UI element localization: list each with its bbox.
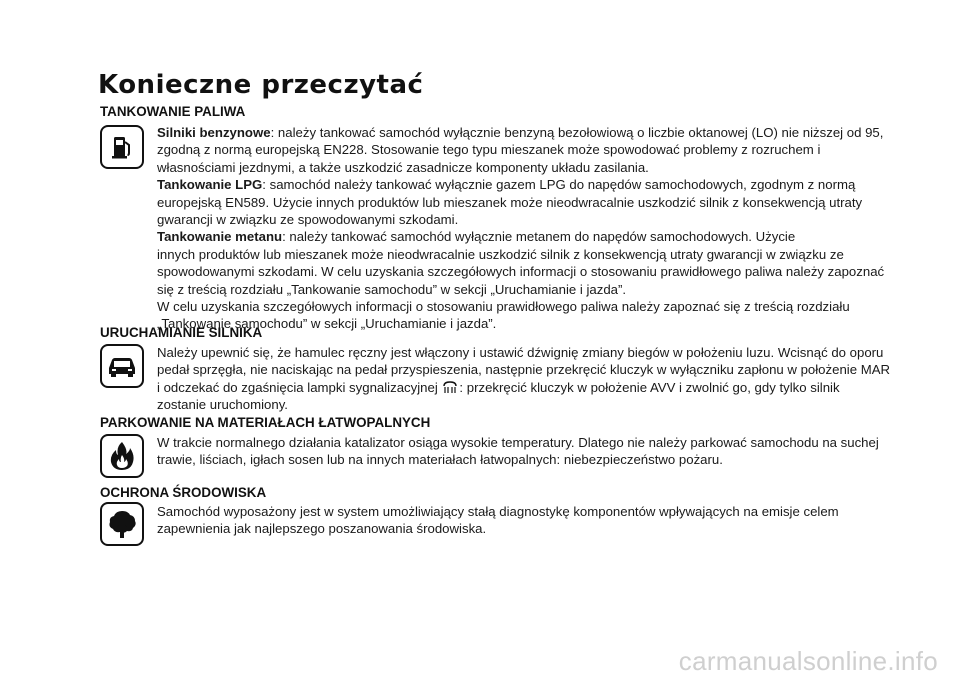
- section-heading-fuel: TANKOWANIE PALIWA: [100, 104, 246, 119]
- petrol-text: : należy tankować samochód wyłącznie benzyną bezołowiową o liczbie oktanowej (LO) nie niższej od 95, zgodną z normą europejską EN228. Stosowanie tego typu mieszanek może spowodować problemy z rozruchem i własnościami jezdnymi, a także uszkodzić zasadnicze komponenty układu zasilania.: [157, 125, 884, 175]
- term-lpg: Tankowanie LPG: [157, 177, 263, 193]
- methane-text-b: innych produktów lub mieszanek może nieodwracalnie uszkodzić silnik z konsekwencją utraty gwarancji w związku ze spowodowanymi szkodami. W celu uzyskania szczegółowych informacji o stosowaniu prawidłowego paliwa należy zapoznać się z treścią rozdziału „Tankowanie samochodu” w sekcji „Uruchamianie i jazda”.: [157, 246, 885, 297]
- flame-icon: [100, 434, 144, 478]
- methane-text-a: : należy tankować samochód wyłącznie metanem do napędów samochodowych. Użycie: [282, 229, 796, 245]
- parking-paragraph: W trakcie normalnego działania katalizator osiąga wysokie temperatury. Dlatego nie należy parkować samochodu na suchej trawie, liściach, igłach sosen lub na innych materiałach łatwopalnych: niebezpieczeństwo pożaru.: [157, 435, 879, 468]
- watermark: carmanualsonline.info: [678, 646, 938, 676]
- fuel-paragraph-petrol: [157, 124, 892, 176]
- environment-text: [157, 503, 892, 538]
- section-heading-engine-start: URUCHAMIANIE SILNIKA: [100, 325, 263, 340]
- tree-icon: [100, 502, 144, 546]
- section-heading-parking: PARKOWANIE NA MATERIAŁACH ŁATWOPALNYCH: [100, 415, 431, 430]
- fuel-paragraph-info: W celu uzyskania szczegółowych informacji o stosowaniu prawidłowego paliwa należy zapoznać się z treścią rozdziału „Tankowanie samochodu” w sekcji „Uruchamianie i jazda”.: [157, 299, 850, 332]
- page-title: Konieczne przeczytać: [98, 70, 424, 100]
- engine-start-text-a: Należy upewnić się, że hamulec ręczny jest włączony i ustawić dźwignię zmiany biegów w położeniu luzu. Wcisnąć do oporu pedał sprzęgła, nie naciskając na pedał przyspieszenia, następnie przekręcić kluczyk w wyłączniku zapłonu w położenie MAR i odczekać do zgaśnięcia lampki sygnalizacyjnej: [157, 345, 891, 395]
- lpg-text: : samochód należy tankować wyłącznie gazem LPG do napędów samochodowych, zgodnym z normą europejską EN589. Użycie innych produktów lub mieszanek może nieodwracalnie uszkodzić silnik z konsekwencją utraty gwarancji w związku ze spowodowanymi szkodami.: [157, 177, 863, 228]
- term-methane: Tankowanie metanu: [157, 229, 283, 245]
- fuel-text-block: [157, 124, 892, 333]
- section-heading-environment: OCHRONA ŚRODOWISKA: [100, 485, 267, 500]
- car-icon: [100, 344, 144, 388]
- term-petrol-engines: Silniki benzynowe: [157, 125, 271, 140]
- engine-start-text-b: : przekręcić kluczyk w położenie AVV i zwolnić go, gdy tylko silnik zostanie uruchomiony.: [157, 379, 840, 413]
- environment-paragraph: Samochód wyposażony jest w system umożliwiający stałą diagnostykę komponentów wpływających na emisje celem zapewnienia jak najlepszego poszanowania środowiska.: [157, 504, 839, 537]
- engine-start-paragraph: [157, 344, 892, 414]
- fuel-paragraph-methane: [157, 228, 892, 298]
- fuel-pump-icon: [100, 125, 144, 169]
- parking-text: [157, 434, 892, 469]
- fuel-paragraph-lpg: [157, 176, 892, 228]
- engine-start-text: [157, 344, 892, 414]
- glow-plug-warning-icon: [442, 380, 458, 394]
